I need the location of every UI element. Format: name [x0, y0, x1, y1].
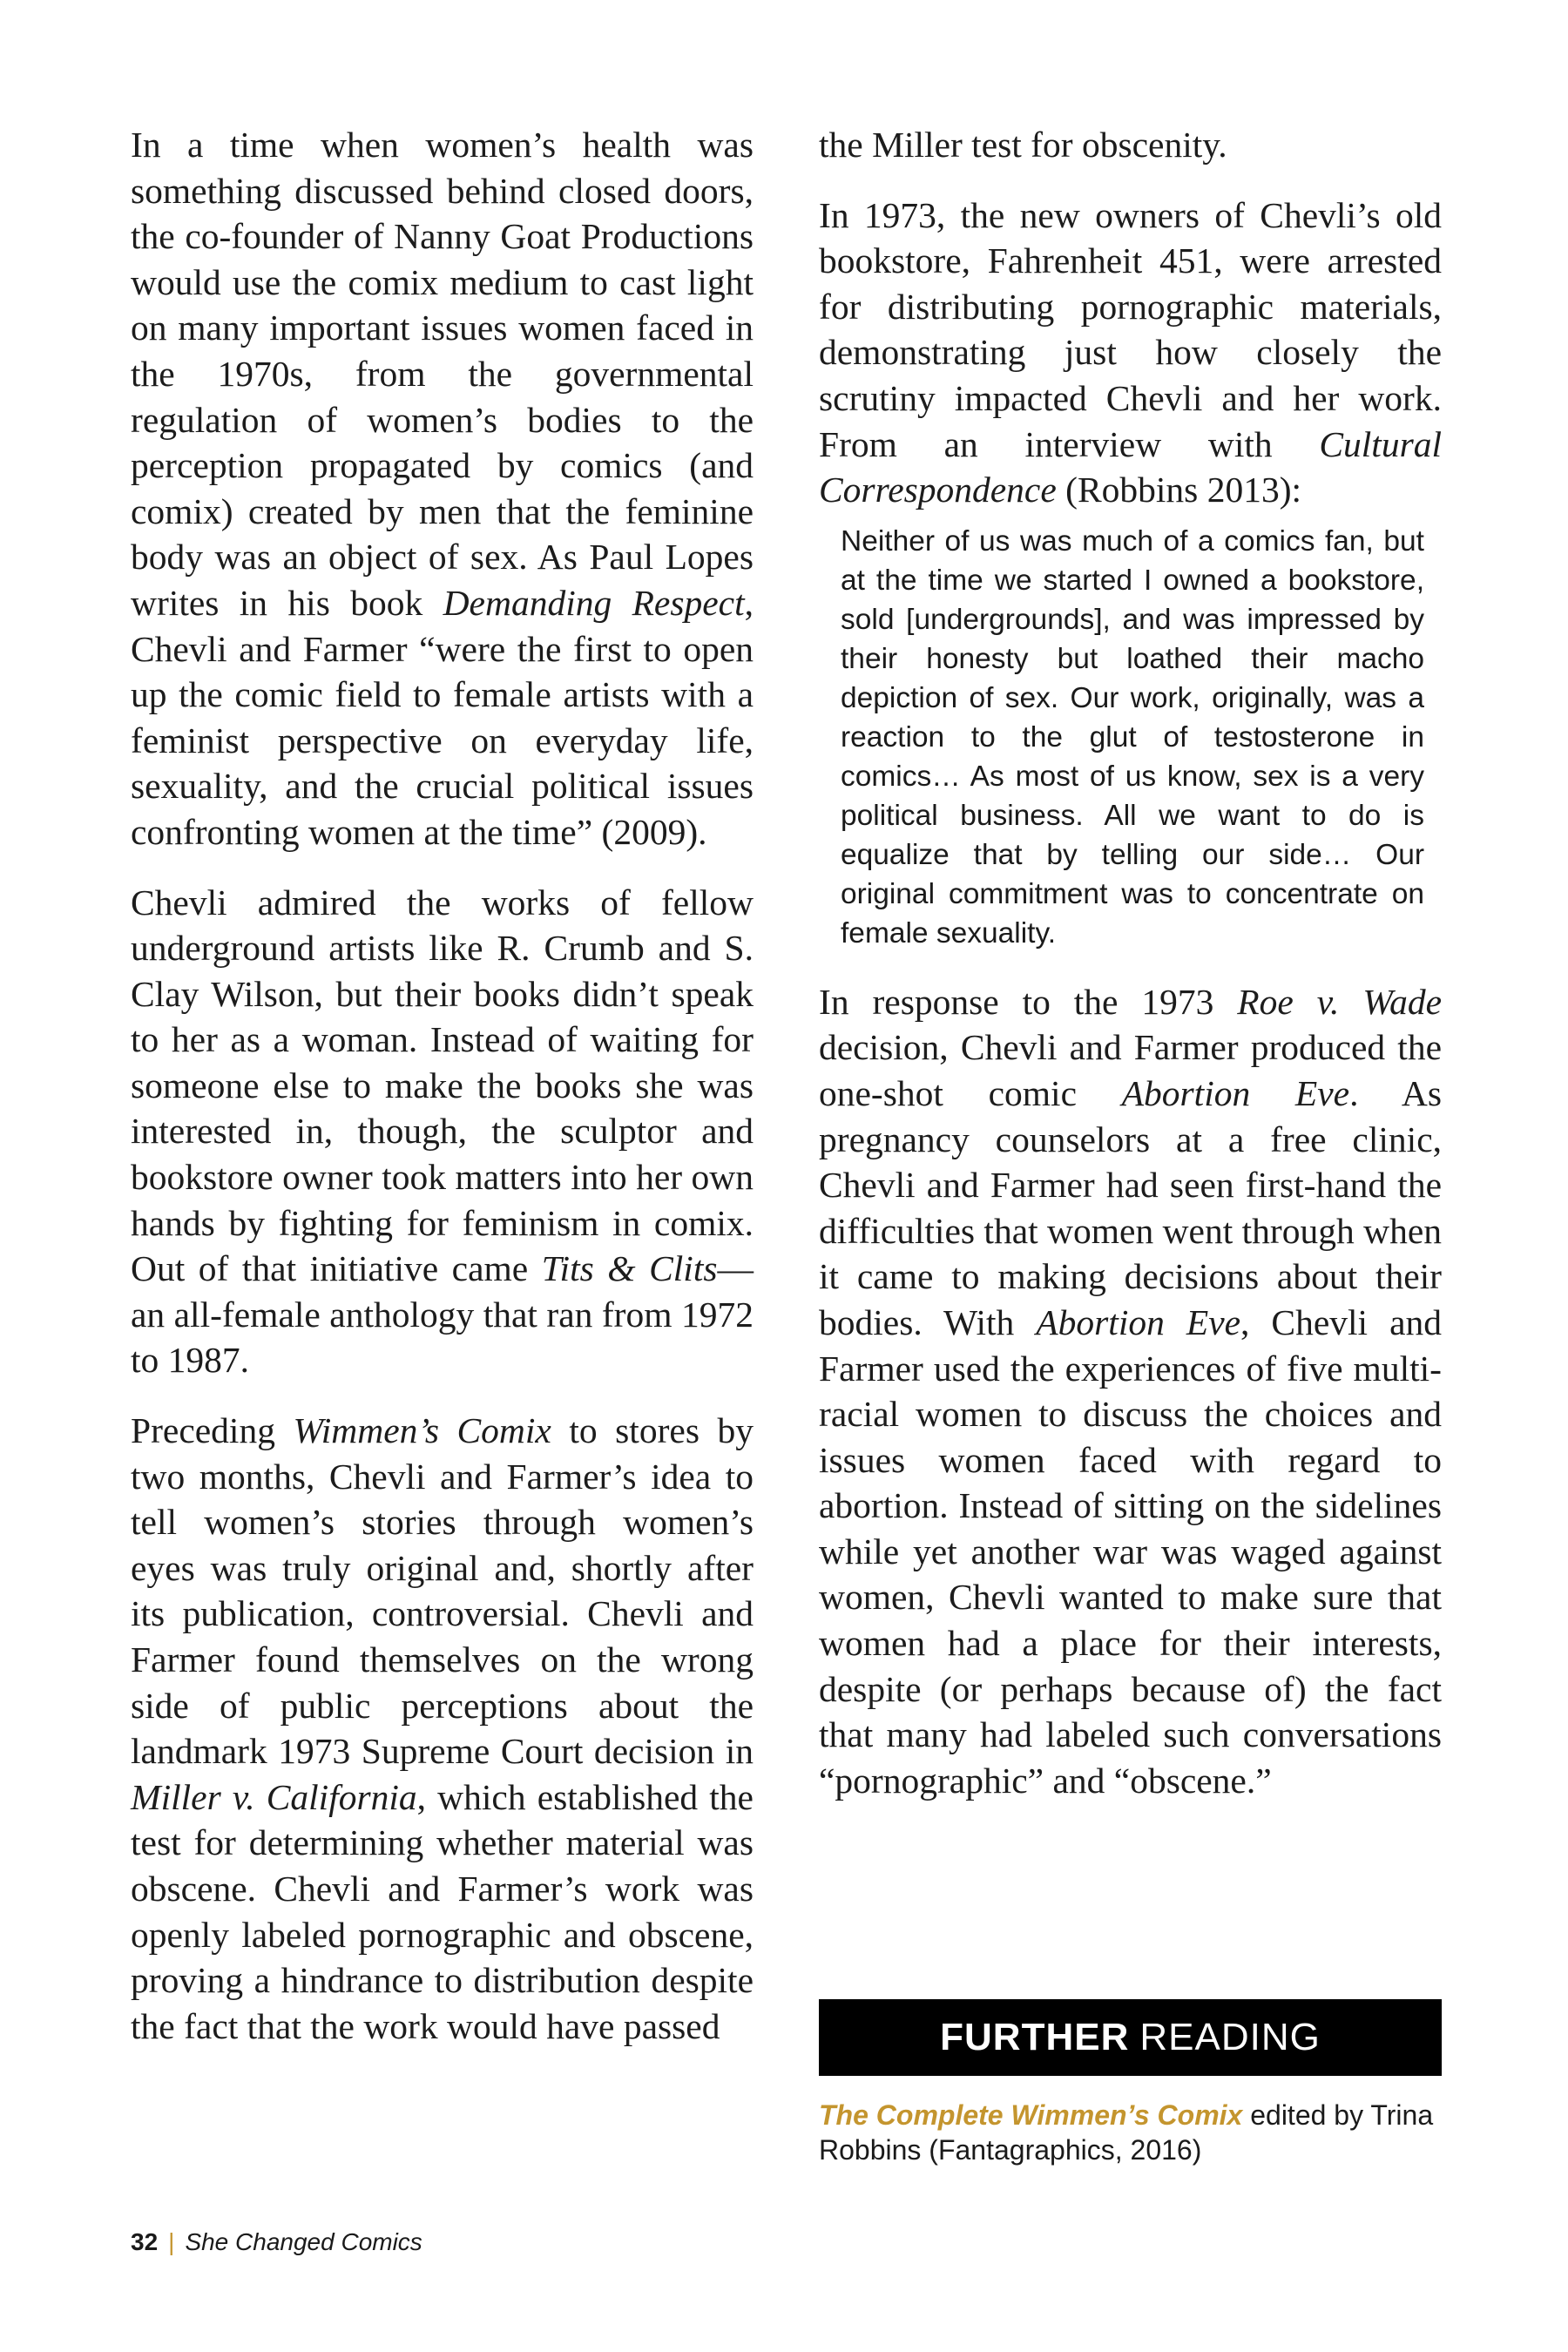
further-reading-book-details: edited by Trina Robbins (Fantagraphics, 2016)	[819, 2099, 1434, 2166]
text: Chevli admired the works of fellow underground artists like R. Crumb and S. Clay Wilson, but their books didn’t speak to her as a woman. Instead of waiting for someone else to make the books she was interested in, though, the sculptor and bookstore owner took matters into her own hands by fighting for feminism in comix. Out of that initiative came	[131, 882, 754, 1289]
publication-italic: Cultural Correspondence	[819, 423, 1442, 510]
text: (Robbins 2013):	[1056, 470, 1302, 510]
text: In a time when women’s health was something discussed behind closed doors, the co-founder of Nanny Goat Productions would use the comix medium to cast light on many important issues women faced in the 1970s, from the governmental regulation of women’s bodies to the perception propagated by comics (and comix) created by men that the feminine body was an object of sex. As Paul Lopes writes in his book	[131, 125, 754, 623]
case-name-italic: Miller v. California	[131, 1776, 417, 1817]
left-column	[131, 122, 754, 2073]
further-reading-heading-light: READING	[1139, 2016, 1321, 2058]
paragraph	[819, 193, 1442, 513]
page-footer	[131, 2228, 422, 2256]
further-reading-banner	[819, 1999, 1442, 2076]
text: to stores by two months, Chevli and Farmer’s idea to tell women’s stories through women’s eyes was truly original and, shortly after its publication, controversial. Chevli and Farmer found themselves on the wrong side of public perceptions about the landmark 1973 Supreme Court decision in	[131, 1410, 754, 1772]
text: , Chevli and Farmer “were the first to open up the comic field to female artists with a feminist perspective on everyday life, sexuality, and the crucial political issues confronting women at the time” (2009).	[131, 582, 754, 852]
footer-separator: |	[168, 2228, 175, 2255]
further-reading-entry	[819, 2098, 1442, 2167]
paragraph: the Miller test for obscenity.	[819, 125, 1227, 165]
text: decision, Chevli and Farmer produced the one-shot comic	[819, 1027, 1442, 1113]
text: —an all-female anthology that ran from 1972 to 1987.	[131, 1248, 754, 1381]
book-title-italic: Tits & Clits	[541, 1248, 718, 1289]
block-quote: Neither of us was much of a comics fan, but at the time we started I owned a bookstore, sold [undergrounds], and was impressed by their honesty but loathed their macho depiction of sex. Our work, originally, was a reaction to the glut of testosterone in comics… As most of us know, sex is a very political business. All we want to do is equalize that by telling our side… Our original commitment was to concentrate on female sexuality.	[841, 524, 1424, 950]
paragraph	[131, 1408, 754, 2049]
further-reading-book-title: The Complete Wimmen’s Comix	[819, 2099, 1243, 2131]
right-column	[819, 122, 1442, 1828]
paragraph	[131, 122, 754, 855]
paragraph	[819, 979, 1442, 1804]
book-title-italic: Abortion Eve	[1036, 1301, 1241, 1342]
further-reading-heading-bold: FURTHER	[940, 2016, 1130, 2058]
text: In 1973, the new owners of Chevli’s old bookstore, Fahrenheit 451, were arrested for distributing pornographic materials, demonstrating just how closely the scrutiny impacted Chevli and her work. From an interview with	[819, 194, 1442, 464]
text: , Chevli and Farmer used the experiences of five multi-racial women to discuss the choices and issues women faced with regard to abortion. Instead of sitting on the sidelines while yet another war was waged against women, Chevli wanted to make sure that women had a place for their interests, despite (or perhaps because of) the fact that many had labeled such conversations “pornographic” and “obscene.”	[819, 1301, 1442, 1801]
footer-book-title: She Changed Comics	[185, 2228, 422, 2255]
book-title-italic: Wimmen’s Comix	[293, 1410, 551, 1451]
text: . As pregnancy counselors at a free clinic, Chevli and Farmer had seen first-hand the difficulties that women went through when it came to making decisions about their bodies. With	[819, 1072, 1442, 1342]
book-title-italic: Abortion Eve	[1121, 1072, 1350, 1113]
page-number: 32	[131, 2228, 159, 2255]
paragraph	[131, 880, 754, 1384]
text: Preceding	[131, 1410, 294, 1451]
case-name-italic: Roe v. Wade	[1237, 981, 1442, 1022]
text: In response to the 1973	[819, 981, 1238, 1022]
text: , which established the test for determining whether material was obscene. Chevli and Farmer’s work was openly labeled pornographic and obscene, proving a hindrance to distribution despite the fact that the work would have passed	[131, 1776, 754, 2046]
book-title-italic: Demanding Respect	[443, 582, 745, 623]
